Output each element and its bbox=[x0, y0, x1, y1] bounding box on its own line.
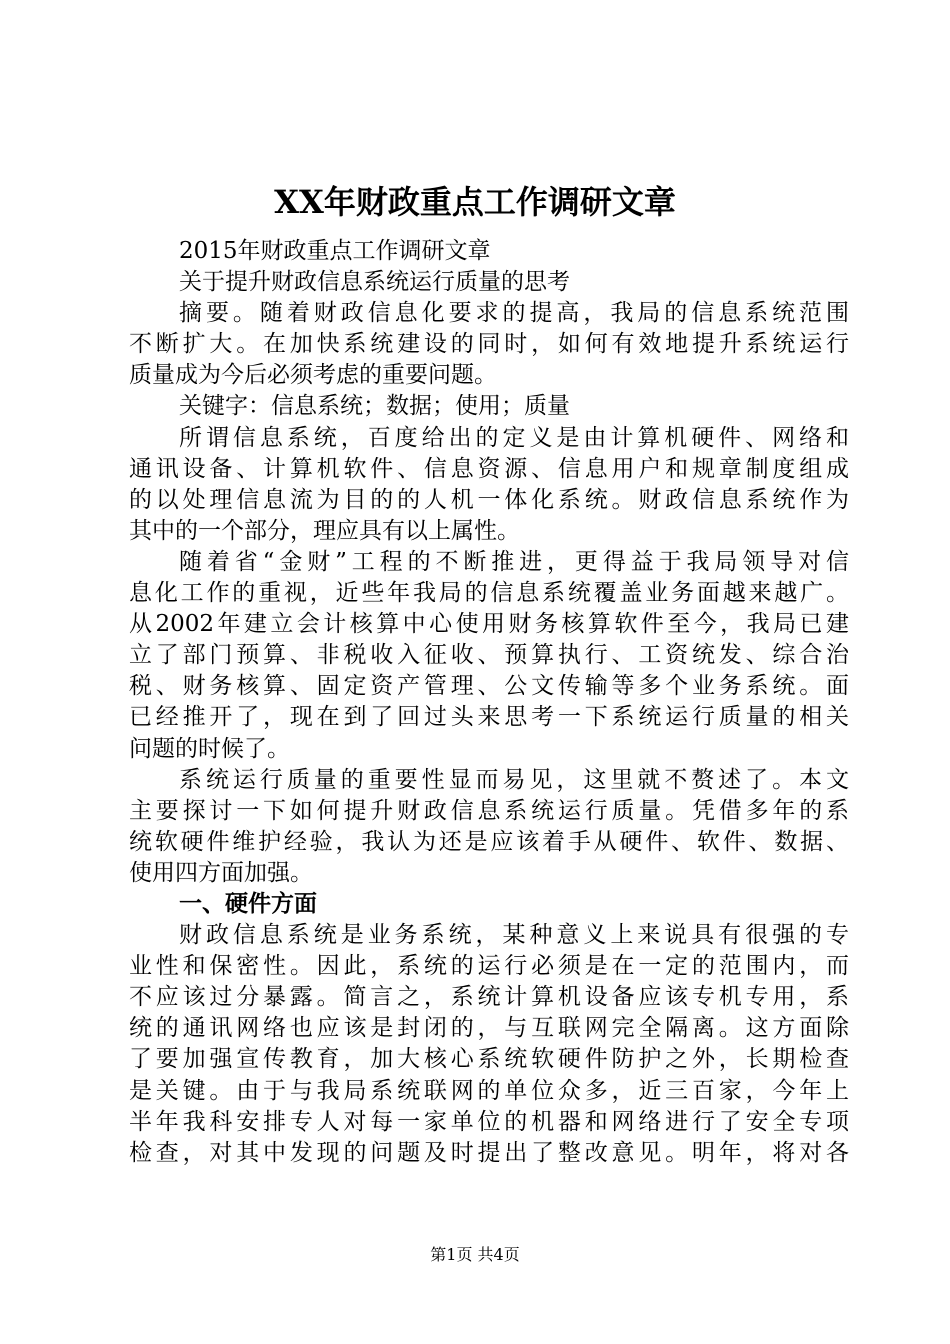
section-heading: 一、硬件方面 bbox=[179, 890, 317, 917]
body-line: 关键字：信息系统；数据；使用；质量 bbox=[179, 393, 570, 420]
body-line: 统的通讯网络也应该是封闭的，与互联网完全隔离。这方面除 bbox=[129, 1015, 849, 1042]
body-line: 随着省“金财”工程的不断推进，更得益于我局领导对信 bbox=[179, 548, 849, 575]
body-line: 通讯设备、计算机软件、信息资源、信息用户和规章制度组成 bbox=[129, 455, 849, 482]
body-line: 关于提升财政信息系统运行质量的思考 bbox=[179, 269, 570, 296]
body-line: 立了部门预算、非税收入征收、预算执行、工资统发、综合治 bbox=[129, 642, 849, 669]
body-line: 使用四方面加强。 bbox=[129, 859, 313, 886]
body-line: 其中的一个部分，理应具有以上属性。 bbox=[129, 517, 520, 544]
body-line: 半年我科安排专人对每一家单位的机器和网络进行了安全专项 bbox=[129, 1108, 849, 1135]
body-line: 主要探讨一下如何提升财政信息系统运行质量。凭借多年的系 bbox=[129, 797, 849, 824]
body-line: 息化工作的重视，近些年我局的信息系统覆盖业务面越来越广。 bbox=[129, 580, 849, 607]
body-line: 税、财务核算、固定资产管理、公文传输等多个业务系统。面 bbox=[129, 673, 849, 700]
body-line: 所谓信息系统，百度给出的定义是由计算机硬件、网络和 bbox=[179, 424, 849, 451]
body-line: 问题的时候了。 bbox=[129, 735, 290, 762]
body-line: 质量成为今后必须考虑的重要问题。 bbox=[129, 362, 497, 389]
page-footer: 第1页 共4页 bbox=[430, 1245, 520, 1264]
body-line: 已经推开了，现在到了回过头来思考一下系统运行质量的相关 bbox=[129, 704, 849, 731]
body-line: 摘要。随着财政信息化要求的提高，我局的信息系统范围 bbox=[179, 300, 849, 327]
document-title: XX年财政重点工作调研文章 bbox=[274, 183, 676, 221]
body-line: 财政信息系统是业务系统，某种意义上来说具有很强的专 bbox=[179, 922, 849, 949]
body-line: 统软硬件维护经验，我认为还是应该着手从硬件、软件、数据、 bbox=[129, 828, 849, 855]
body-line: 是关键。由于与我局系统联网的单位众多，近三百家，今年上 bbox=[129, 1077, 849, 1104]
body-line: 的以处理信息流为目的的人机一体化系统。财政信息系统作为 bbox=[129, 486, 849, 513]
body-line: 不应该过分暴露。简言之，系统计算机设备应该专机专用，系 bbox=[129, 984, 849, 1011]
body-line: 了要加强宣传教育，加大核心系统软硬件防护之外，长期检查 bbox=[129, 1046, 849, 1073]
body-line: 2015年财政重点工作调研文章 bbox=[179, 238, 491, 264]
document-body bbox=[129, 236, 849, 1169]
body-line: 业性和保密性。因此，系统的运行必须是在一定的范围内，而 bbox=[129, 953, 849, 980]
body-line: 从2002年建立会计核算中心使用财务核算软件至今，我局已建 bbox=[129, 611, 849, 638]
body-line: 系统运行质量的重要性显而易见，这里就不赘述了。本文 bbox=[179, 766, 849, 793]
body-line: 不断扩大。在加快系统建设的同时，如何有效地提升系统运行 bbox=[129, 331, 849, 358]
body-line: 检查，对其中发现的问题及时提出了整改意见。明年，将对各 bbox=[129, 1139, 849, 1166]
